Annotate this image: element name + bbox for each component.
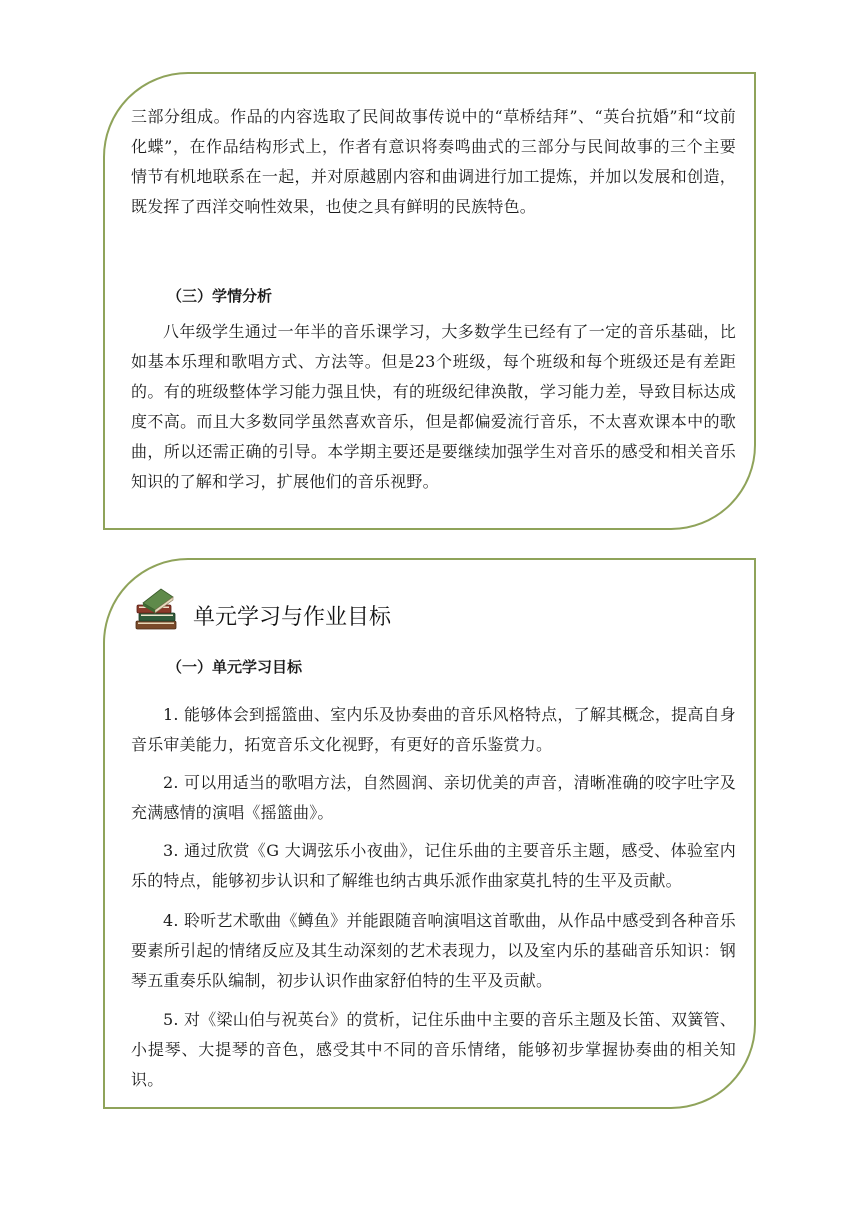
subheading-unit-goals: （一）单元学习目标 (167, 658, 303, 676)
books-icon (131, 583, 181, 633)
goal-item-2: 2. 可以用适当的歌唱方法，自然圆润、亲切优美的声音，清晰准确的咬字吐字及充满感情的演唱《摇篮曲》。 (131, 773, 736, 822)
learning-analysis-paragraph: 八年级学生通过一年半的音乐课学习，大多数学生已经有了一定的音乐基础，比如基本乐理和歌唱方式、方法等。但是23个班级，每个班级和每个班级还是有差距的。有的班级整体学习能力强且快，有的班级纪律涣散，学习能力差，导致目标达成度不高。而且大多数同学虽然喜欢音乐，但是都偏爱流行音乐，不太喜欢课本中的歌曲，所以还需正确的引导。本学期主要还是要继续加强学生对音乐的感受和相关音乐知识的了解和学习，扩展他们的音乐视野。 (131, 322, 736, 491)
goal-item-5: 5. 对《梁山伯与祝英台》的赏析，记住乐曲中主要的音乐主题及长笛、双簧管、小提琴、大提琴的音色，感受其中不同的音乐情绪，能够初步掌握协奏曲的相关知识。 (131, 1010, 736, 1089)
goal-item-3: 3. 通过欣赏《G 大调弦乐小夜曲》，记住乐曲的主要音乐主题，感受、体验室内乐的特点，能够初步认识和了解维也纳古典乐派作曲家莫扎特的生平及贡献。 (131, 841, 736, 890)
intro-paragraph: 三部分组成。作品的内容选取了民间故事传说中的“草桥结拜”、“英台抗婚”和“坟前化蝶”，在作品结构形式上，作者有意识将奏鸣曲式的三部分与民间故事的三个主要情节有机地联系在一起，并对原越剧内容和曲调进行加工提炼，并加以发展和创造，既发挥了西洋交响性效果，也使之具有鲜明的民族特色。 (131, 107, 736, 216)
section-header (131, 582, 391, 634)
subheading-learning-analysis: （三）学情分析 (167, 287, 273, 305)
content-frame-bottom (103, 558, 756, 1109)
content-frame-top (103, 72, 756, 530)
section-title: 单元学习与作业目标 (193, 604, 392, 630)
goal-item-1: 1. 能够体会到摇篮曲、室内乐及协奏曲的音乐风格特点，了解其概念，提高自身音乐审美能力，拓宽音乐文化视野，有更好的音乐鉴赏力。 (131, 705, 736, 754)
goal-item-4: 4. 聆听艺术歌曲《鳟鱼》并能跟随音响演唱这首歌曲，从作品中感受到各种音乐要素所引起的情绪反应及其生动深刻的艺术表现力，以及室内乐的基础音乐知识：钢琴五重奏乐队编制，初步认识作曲家舒伯特的生平及贡献。 (131, 911, 736, 990)
